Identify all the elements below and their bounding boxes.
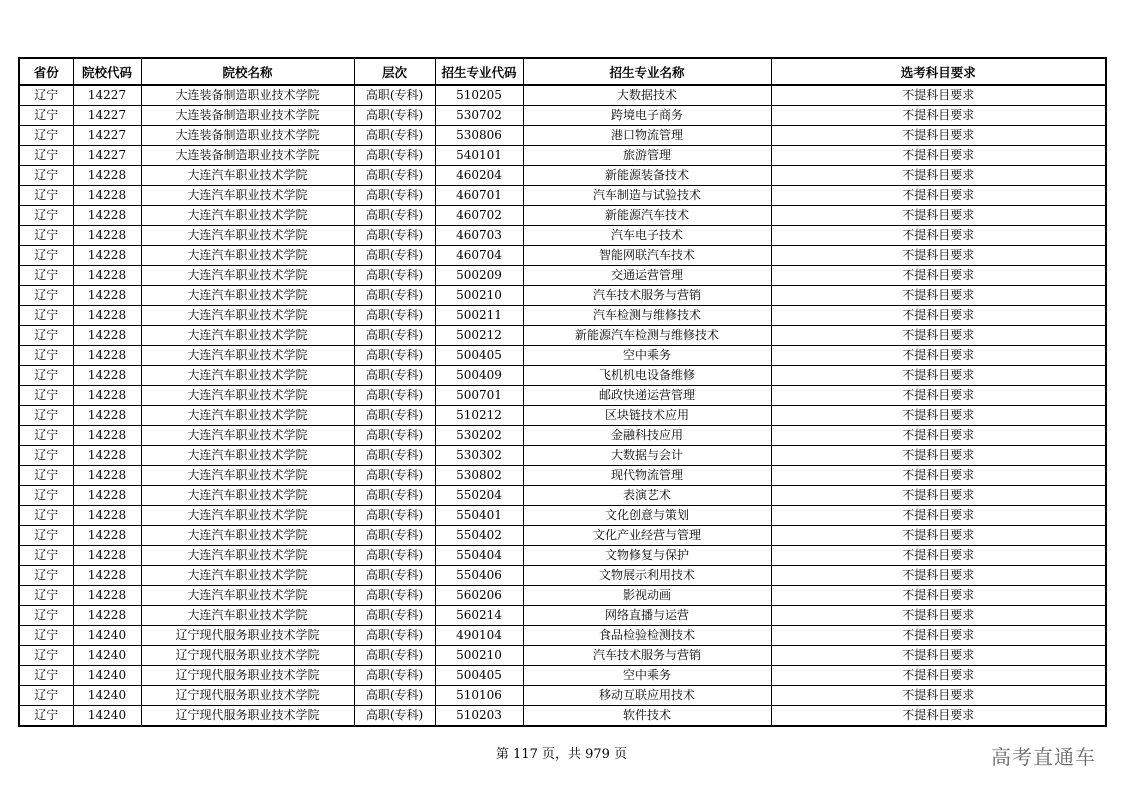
major-code-cell: 530806 [435, 126, 523, 146]
school-name-cell: 大连汽车职业技术学院 [141, 186, 354, 206]
level-cell: 高职(专科) [354, 206, 435, 226]
province-cell: 辽宁 [19, 166, 73, 186]
level-cell: 高职(专科) [354, 306, 435, 326]
subject-requirement-cell: 不提科目要求 [771, 326, 1106, 346]
major-code-cell: 510212 [435, 406, 523, 426]
school-code-cell: 14228 [73, 586, 141, 606]
school-name-cell: 大连汽车职业技术学院 [141, 166, 354, 186]
school-code-cell: 14228 [73, 546, 141, 566]
major-name-cell: 空中乘务 [523, 346, 771, 366]
school-name-cell: 大连汽车职业技术学院 [141, 246, 354, 266]
subject-requirement-cell: 不提科目要求 [771, 126, 1106, 146]
major-name-cell: 文化产业经营与管理 [523, 526, 771, 546]
level-cell: 高职(专科) [354, 186, 435, 206]
subject-requirement-cell: 不提科目要求 [771, 246, 1106, 266]
subject-requirement-cell: 不提科目要求 [771, 226, 1106, 246]
province-cell: 辽宁 [19, 246, 73, 266]
province-cell: 辽宁 [19, 526, 73, 546]
subject-requirement-cell: 不提科目要求 [771, 406, 1106, 426]
school-name-cell: 大连装备制造职业技术学院 [141, 146, 354, 166]
level-cell: 高职(专科) [354, 546, 435, 566]
major-name-cell: 汽车电子技术 [523, 226, 771, 246]
major-name-cell: 新能源汽车检测与维修技术 [523, 326, 771, 346]
major-name-cell: 飞机机电设备维修 [523, 366, 771, 386]
major-name-cell: 智能网联汽车技术 [523, 246, 771, 266]
province-cell: 辽宁 [19, 606, 73, 626]
table-row [19, 106, 1106, 126]
table-row [19, 146, 1106, 166]
subject-requirement-cell: 不提科目要求 [771, 366, 1106, 386]
province-cell: 辽宁 [19, 486, 73, 506]
major-code-cell: 560206 [435, 586, 523, 606]
school-code-cell: 14228 [73, 166, 141, 186]
table-row [19, 626, 1106, 646]
province-cell: 辽宁 [19, 226, 73, 246]
column-header-province: 省份 [19, 58, 73, 85]
major-code-cell: 550204 [435, 486, 523, 506]
table-row [19, 526, 1106, 546]
province-cell: 辽宁 [19, 146, 73, 166]
level-cell: 高职(专科) [354, 706, 435, 727]
table-row [19, 366, 1106, 386]
province-cell: 辽宁 [19, 666, 73, 686]
province-cell: 辽宁 [19, 85, 73, 106]
level-cell: 高职(专科) [354, 526, 435, 546]
province-cell: 辽宁 [19, 506, 73, 526]
province-cell: 辽宁 [19, 566, 73, 586]
major-code-cell: 500210 [435, 286, 523, 306]
table-row [19, 426, 1106, 446]
major-name-cell: 汽车技术服务与营销 [523, 286, 771, 306]
subject-requirement-cell: 不提科目要求 [771, 646, 1106, 666]
school-name-cell: 大连汽车职业技术学院 [141, 566, 354, 586]
major-name-cell: 汽车制造与试验技术 [523, 186, 771, 206]
table-row [19, 266, 1106, 286]
school-code-cell: 14228 [73, 606, 141, 626]
school-name-cell: 大连汽车职业技术学院 [141, 286, 354, 306]
major-code-cell: 460701 [435, 186, 523, 206]
table-row [19, 386, 1106, 406]
school-name-cell: 大连汽车职业技术学院 [141, 346, 354, 366]
province-cell: 辽宁 [19, 446, 73, 466]
school-code-cell: 14228 [73, 506, 141, 526]
major-code-cell: 500405 [435, 666, 523, 686]
table-row [19, 306, 1106, 326]
table-row [19, 246, 1106, 266]
subject-requirement-cell: 不提科目要求 [771, 586, 1106, 606]
school-code-cell: 14228 [73, 186, 141, 206]
table-row [19, 486, 1106, 506]
province-cell: 辽宁 [19, 206, 73, 226]
major-name-cell: 表演艺术 [523, 486, 771, 506]
level-cell: 高职(专科) [354, 246, 435, 266]
province-cell: 辽宁 [19, 586, 73, 606]
table-row [19, 85, 1106, 106]
school-code-cell: 14228 [73, 286, 141, 306]
table-row [19, 346, 1106, 366]
major-code-cell: 530302 [435, 446, 523, 466]
admissions-table [18, 57, 1107, 727]
table-row [19, 466, 1106, 486]
table-row [19, 206, 1106, 226]
major-name-cell: 影视动画 [523, 586, 771, 606]
school-name-cell: 大连汽车职业技术学院 [141, 586, 354, 606]
level-cell: 高职(专科) [354, 146, 435, 166]
province-cell: 辽宁 [19, 706, 73, 727]
table-row [19, 406, 1106, 426]
watermark: 高考直通车 [991, 745, 1096, 769]
school-name-cell: 辽宁现代服务职业技术学院 [141, 646, 354, 666]
school-name-cell: 大连汽车职业技术学院 [141, 366, 354, 386]
major-name-cell: 旅游管理 [523, 146, 771, 166]
table-row [19, 646, 1106, 666]
level-cell: 高职(专科) [354, 326, 435, 346]
column-header-school-name: 院校名称 [141, 58, 354, 85]
table-row [19, 506, 1106, 526]
subject-requirement-cell: 不提科目要求 [771, 446, 1106, 466]
school-code-cell: 14227 [73, 126, 141, 146]
province-cell: 辽宁 [19, 126, 73, 146]
school-code-cell: 14227 [73, 85, 141, 106]
column-header-school-code: 院校代码 [73, 58, 141, 85]
school-code-cell: 14228 [73, 266, 141, 286]
school-name-cell: 大连汽车职业技术学院 [141, 526, 354, 546]
major-code-cell: 550401 [435, 506, 523, 526]
school-code-cell: 14240 [73, 686, 141, 706]
subject-requirement-cell: 不提科目要求 [771, 526, 1106, 546]
school-name-cell: 大连汽车职业技术学院 [141, 466, 354, 486]
school-code-cell: 14227 [73, 106, 141, 126]
major-name-cell: 金融科技应用 [523, 426, 771, 446]
province-cell: 辽宁 [19, 366, 73, 386]
major-code-cell: 550406 [435, 566, 523, 586]
level-cell: 高职(专科) [354, 366, 435, 386]
major-name-cell: 大数据技术 [523, 85, 771, 106]
school-name-cell: 大连汽车职业技术学院 [141, 266, 354, 286]
subject-requirement-cell: 不提科目要求 [771, 266, 1106, 286]
province-cell: 辽宁 [19, 286, 73, 306]
province-cell: 辽宁 [19, 686, 73, 706]
subject-requirement-cell: 不提科目要求 [771, 286, 1106, 306]
subject-requirement-cell: 不提科目要求 [771, 706, 1106, 727]
major-name-cell: 交通运营管理 [523, 266, 771, 286]
major-code-cell: 510106 [435, 686, 523, 706]
level-cell: 高职(专科) [354, 85, 435, 106]
school-code-cell: 14228 [73, 366, 141, 386]
major-code-cell: 500210 [435, 646, 523, 666]
school-code-cell: 14228 [73, 486, 141, 506]
school-code-cell: 14240 [73, 646, 141, 666]
major-code-cell: 540101 [435, 146, 523, 166]
column-header-major-name: 招生专业名称 [523, 58, 771, 85]
school-name-cell: 大连汽车职业技术学院 [141, 506, 354, 526]
major-name-cell: 区块链技术应用 [523, 406, 771, 426]
school-name-cell: 大连装备制造职业技术学院 [141, 126, 354, 146]
table-row [19, 446, 1106, 466]
level-cell: 高职(专科) [354, 506, 435, 526]
school-name-cell: 大连汽车职业技术学院 [141, 546, 354, 566]
level-cell: 高职(专科) [354, 486, 435, 506]
level-cell: 高职(专科) [354, 626, 435, 646]
subject-requirement-cell: 不提科目要求 [771, 626, 1106, 646]
school-code-cell: 14240 [73, 666, 141, 686]
province-cell: 辽宁 [19, 406, 73, 426]
province-cell: 辽宁 [19, 186, 73, 206]
level-cell: 高职(专科) [354, 666, 435, 686]
subject-requirement-cell: 不提科目要求 [771, 686, 1106, 706]
level-cell: 高职(专科) [354, 586, 435, 606]
school-code-cell: 14228 [73, 386, 141, 406]
major-code-cell: 500209 [435, 266, 523, 286]
subject-requirement-cell: 不提科目要求 [771, 146, 1106, 166]
major-code-cell: 510205 [435, 85, 523, 106]
table-row [19, 166, 1106, 186]
major-code-cell: 500405 [435, 346, 523, 366]
subject-requirement-cell: 不提科目要求 [771, 106, 1106, 126]
subject-requirement-cell: 不提科目要求 [771, 466, 1106, 486]
major-code-cell: 530702 [435, 106, 523, 126]
major-name-cell: 软件技术 [523, 706, 771, 727]
school-code-cell: 14240 [73, 626, 141, 646]
school-code-cell: 14228 [73, 526, 141, 546]
subject-requirement-cell: 不提科目要求 [771, 566, 1106, 586]
level-cell: 高职(专科) [354, 466, 435, 486]
school-code-cell: 14240 [73, 706, 141, 727]
subject-requirement-cell: 不提科目要求 [771, 486, 1106, 506]
level-cell: 高职(专科) [354, 686, 435, 706]
major-code-cell: 510203 [435, 706, 523, 727]
major-name-cell: 食品检验检测技术 [523, 626, 771, 646]
table-row [19, 566, 1106, 586]
level-cell: 高职(专科) [354, 426, 435, 446]
school-code-cell: 14228 [73, 206, 141, 226]
table-row [19, 186, 1106, 206]
province-cell: 辽宁 [19, 386, 73, 406]
school-name-cell: 大连汽车职业技术学院 [141, 486, 354, 506]
school-name-cell: 大连汽车职业技术学院 [141, 206, 354, 226]
subject-requirement-cell: 不提科目要求 [771, 386, 1106, 406]
column-header-level: 层次 [354, 58, 435, 85]
subject-requirement-cell: 不提科目要求 [771, 306, 1106, 326]
school-name-cell: 大连汽车职业技术学院 [141, 326, 354, 346]
subject-requirement-cell: 不提科目要求 [771, 426, 1106, 446]
subject-requirement-cell: 不提科目要求 [771, 206, 1106, 226]
table-row [19, 286, 1106, 306]
school-code-cell: 14228 [73, 566, 141, 586]
province-cell: 辽宁 [19, 466, 73, 486]
major-code-cell: 500212 [435, 326, 523, 346]
level-cell: 高职(专科) [354, 386, 435, 406]
major-code-cell: 460204 [435, 166, 523, 186]
school-code-cell: 14228 [73, 406, 141, 426]
school-code-cell: 14228 [73, 446, 141, 466]
province-cell: 辽宁 [19, 106, 73, 126]
major-name-cell: 空中乘务 [523, 666, 771, 686]
level-cell: 高职(专科) [354, 286, 435, 306]
major-name-cell: 跨境电子商务 [523, 106, 771, 126]
subject-requirement-cell: 不提科目要求 [771, 606, 1106, 626]
table-row [19, 606, 1106, 626]
school-name-cell: 大连汽车职业技术学院 [141, 446, 354, 466]
province-cell: 辽宁 [19, 346, 73, 366]
major-name-cell: 港口物流管理 [523, 126, 771, 146]
major-code-cell: 460703 [435, 226, 523, 246]
major-code-cell: 500701 [435, 386, 523, 406]
level-cell: 高职(专科) [354, 126, 435, 146]
level-cell: 高职(专科) [354, 166, 435, 186]
province-cell: 辽宁 [19, 426, 73, 446]
school-name-cell: 辽宁现代服务职业技术学院 [141, 686, 354, 706]
school-code-cell: 14228 [73, 326, 141, 346]
school-code-cell: 14228 [73, 226, 141, 246]
major-name-cell: 文物修复与保护 [523, 546, 771, 566]
table-row [19, 326, 1106, 346]
subject-requirement-cell: 不提科目要求 [771, 666, 1106, 686]
school-name-cell: 大连汽车职业技术学院 [141, 226, 354, 246]
major-name-cell: 文化创意与策划 [523, 506, 771, 526]
major-name-cell: 汽车技术服务与营销 [523, 646, 771, 666]
major-name-cell: 网络直播与运营 [523, 606, 771, 626]
major-code-cell: 500211 [435, 306, 523, 326]
school-name-cell: 大连装备制造职业技术学院 [141, 85, 354, 106]
header-row [19, 58, 1106, 85]
major-name-cell: 新能源汽车技术 [523, 206, 771, 226]
subject-requirement-cell: 不提科目要求 [771, 346, 1106, 366]
table-row [19, 226, 1106, 246]
major-code-cell: 500409 [435, 366, 523, 386]
table-row [19, 706, 1106, 727]
subject-requirement-cell: 不提科目要求 [771, 546, 1106, 566]
major-name-cell: 新能源装备技术 [523, 166, 771, 186]
major-name-cell: 大数据与会计 [523, 446, 771, 466]
school-code-cell: 14228 [73, 466, 141, 486]
level-cell: 高职(专科) [354, 446, 435, 466]
province-cell: 辽宁 [19, 266, 73, 286]
level-cell: 高职(专科) [354, 226, 435, 246]
level-cell: 高职(专科) [354, 106, 435, 126]
school-code-cell: 14228 [73, 246, 141, 266]
table-row [19, 586, 1106, 606]
column-header-subject-requirement: 选考科目要求 [771, 58, 1106, 85]
school-name-cell: 大连汽车职业技术学院 [141, 386, 354, 406]
school-code-cell: 14227 [73, 146, 141, 166]
province-cell: 辽宁 [19, 646, 73, 666]
province-cell: 辽宁 [19, 626, 73, 646]
subject-requirement-cell: 不提科目要求 [771, 166, 1106, 186]
major-code-cell: 550404 [435, 546, 523, 566]
school-name-cell: 大连汽车职业技术学院 [141, 606, 354, 626]
province-cell: 辽宁 [19, 326, 73, 346]
table-row [19, 666, 1106, 686]
column-header-major-code: 招生专业代码 [435, 58, 523, 85]
page-number: 第 117 页，共 979 页 [495, 747, 628, 762]
school-name-cell: 大连汽车职业技术学院 [141, 406, 354, 426]
major-code-cell: 560214 [435, 606, 523, 626]
subject-requirement-cell: 不提科目要求 [771, 186, 1106, 206]
major-name-cell: 现代物流管理 [523, 466, 771, 486]
level-cell: 高职(专科) [354, 346, 435, 366]
level-cell: 高职(专科) [354, 266, 435, 286]
table-row [19, 126, 1106, 146]
school-name-cell: 大连汽车职业技术学院 [141, 306, 354, 326]
major-code-cell: 530202 [435, 426, 523, 446]
major-name-cell: 文物展示利用技术 [523, 566, 771, 586]
level-cell: 高职(专科) [354, 646, 435, 666]
school-name-cell: 辽宁现代服务职业技术学院 [141, 626, 354, 646]
major-code-cell: 460704 [435, 246, 523, 266]
table-row [19, 686, 1106, 706]
level-cell: 高职(专科) [354, 566, 435, 586]
major-code-cell: 550402 [435, 526, 523, 546]
subject-requirement-cell: 不提科目要求 [771, 85, 1106, 106]
major-name-cell: 汽车检测与维修技术 [523, 306, 771, 326]
subject-requirement-cell: 不提科目要求 [771, 506, 1106, 526]
major-code-cell: 530802 [435, 466, 523, 486]
school-name-cell: 辽宁现代服务职业技术学院 [141, 666, 354, 686]
major-name-cell: 邮政快递运营管理 [523, 386, 771, 406]
school-code-cell: 14228 [73, 426, 141, 446]
major-code-cell: 490104 [435, 626, 523, 646]
table-row [19, 546, 1106, 566]
table-header [19, 58, 1106, 85]
major-code-cell: 460702 [435, 206, 523, 226]
table-body [19, 85, 1106, 726]
province-cell: 辽宁 [19, 306, 73, 326]
level-cell: 高职(专科) [354, 606, 435, 626]
school-code-cell: 14228 [73, 306, 141, 326]
level-cell: 高职(专科) [354, 406, 435, 426]
school-name-cell: 辽宁现代服务职业技术学院 [141, 706, 354, 727]
major-name-cell: 移动互联应用技术 [523, 686, 771, 706]
school-code-cell: 14228 [73, 346, 141, 366]
school-name-cell: 大连装备制造职业技术学院 [141, 106, 354, 126]
school-name-cell: 大连汽车职业技术学院 [141, 426, 354, 446]
province-cell: 辽宁 [19, 546, 73, 566]
